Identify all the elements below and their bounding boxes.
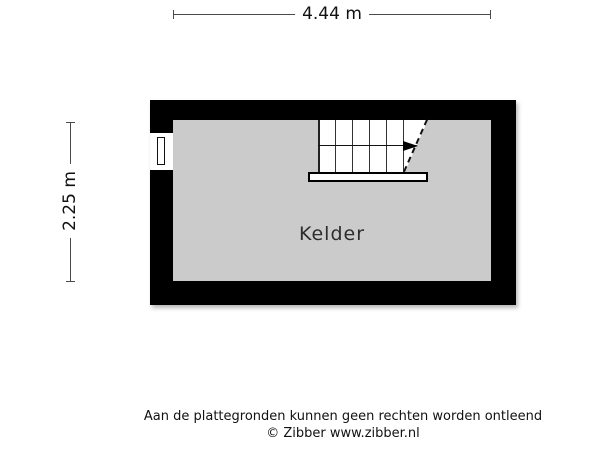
footer-disclaimer: Aan de plattegronden kunnen geen rechten worden ontleend (143, 409, 543, 424)
stair-tread (335, 120, 336, 172)
window-opening (150, 133, 173, 170)
footer (144, 409, 542, 442)
dimension-height-label: 2.25 m (60, 164, 80, 238)
stair-left-edge (318, 120, 320, 172)
stair-tread (352, 120, 353, 172)
stair-tread (369, 120, 370, 172)
room-label: Kelder (298, 223, 366, 245)
window-icon (157, 137, 165, 165)
dimension-width-label: 4.44 m (295, 4, 369, 24)
footer-copyright: © Zibber www.zibber.nl (266, 425, 420, 441)
stair-landing (308, 172, 428, 182)
plan-walls (150, 100, 516, 305)
stair-tread (386, 120, 387, 172)
